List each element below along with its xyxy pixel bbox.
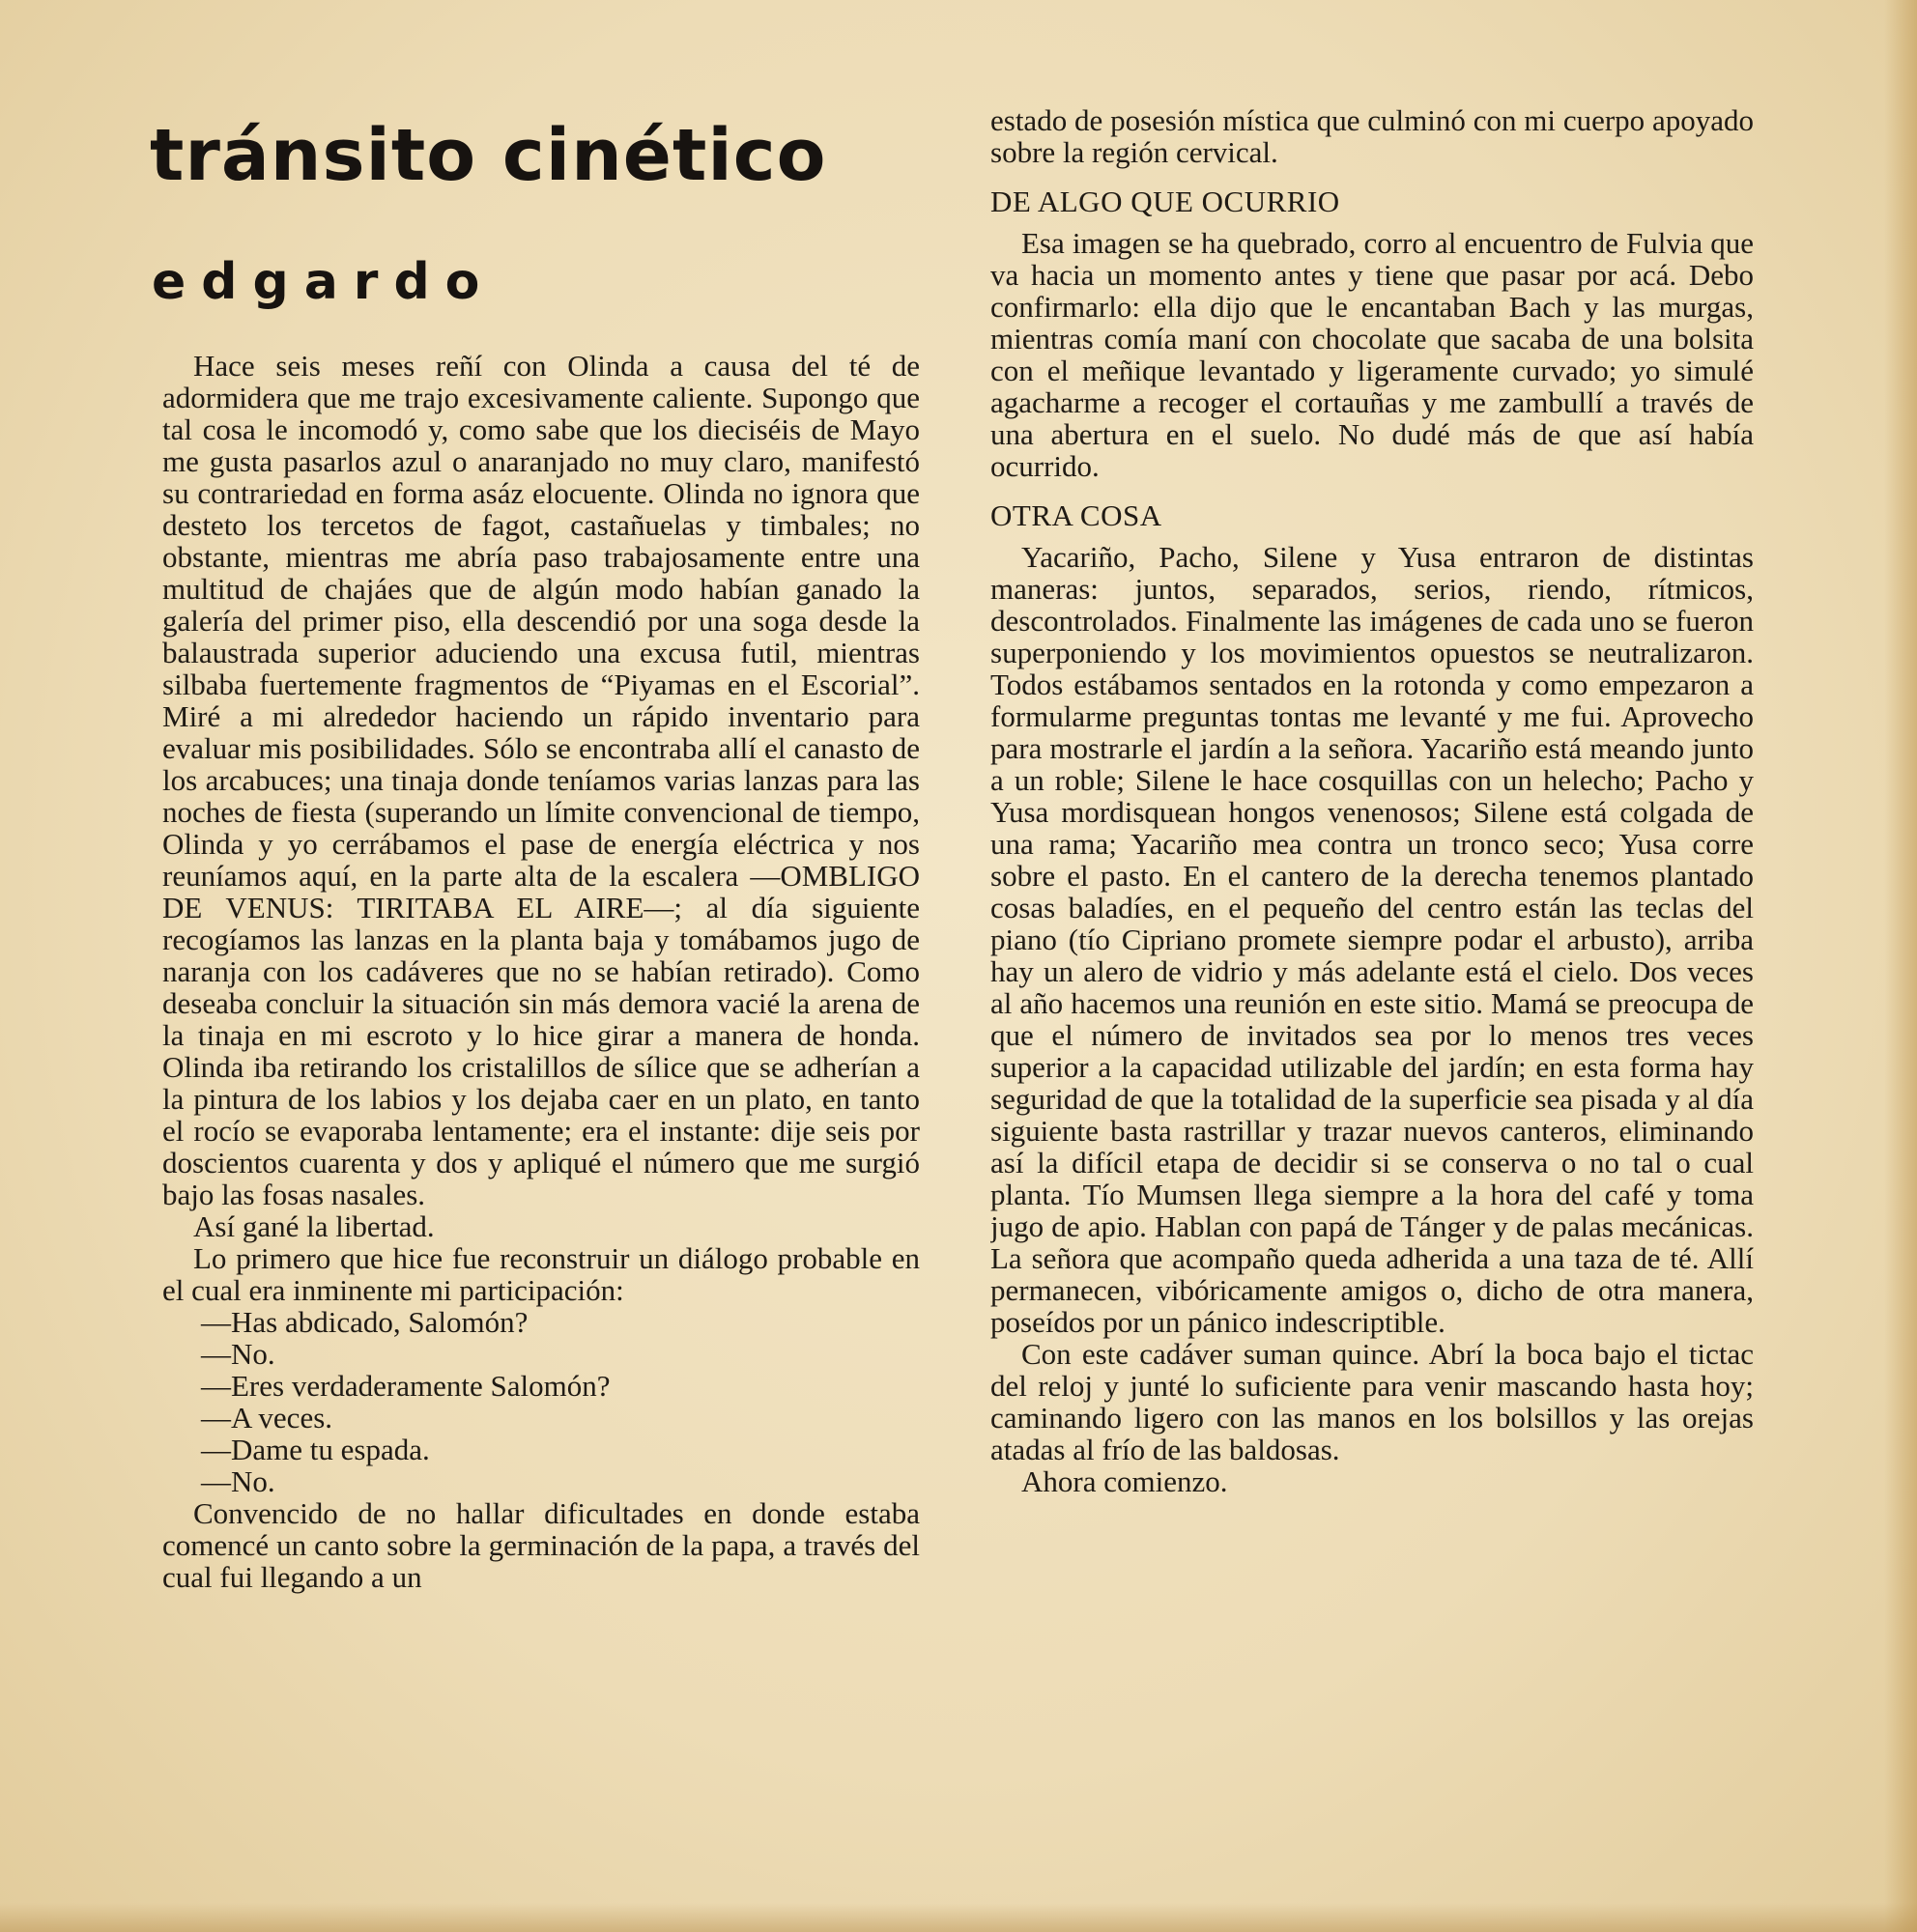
dialog-line: —No. [201, 1337, 275, 1371]
section-heading-otra-cosa: OTRA COSA [990, 498, 1162, 532]
article-title: tránsito cinético [150, 114, 827, 197]
dialog-line: —No. [201, 1464, 275, 1498]
dialog-line: —Has abdicado, Salomón? [201, 1305, 529, 1339]
paragraph-libertad: Así gané la libertad. [193, 1209, 435, 1243]
right-column [990, 104, 1754, 1855]
article-author: edgardo [152, 253, 496, 311]
paragraph-canto: Convencido de no hallar dificultades en donde estaba comencé un canto sobre la germinación de la papa, a través del cual fui llegando a un [162, 1496, 920, 1594]
paragraph-ahora-comienzo: Ahora comienzo. [1021, 1464, 1228, 1498]
paragraph-opening: Hace seis meses reñí con Olinda a causa del té de adormidera que me trajo excesivamente caliente. Supongo que tal cosa le incomodó y, como sabe que los dieciséis de Mayo me gusta pasarlos azul o anaranjado no muy claro, manifestó su contrariedad en forma asáz elocuente. Olinda no ignora que desteto los tercetos de fagot, castañuelas y timbales; no obstante, mientras me abría paso trabajosamente entre una multitud de chajáes que de algún modo habían ganado la galería del primer piso, ella descendió por una soga desde la balaustrada superior aduciendo una excusa futil, mientras silbaba fuertemente fragmentos de “Piyamas en el Escorial”. Miré a mi alrededor haciendo un rápido inventario para evaluar mis posibilidades. Sólo se encontraba allí el canasto de los arcabuces; una tinaja donde teníamos varias lanzas para las noches de fiesta (superando un límite convencional de tiempo, Olinda y yo cerrábamos el pase de energía eléctrica y nos reuníamos aquí, en la parte alta de la escalera —OMBLIGO DE VENUS: TIRITABA EL AIRE—; al día siguiente recogíamos las lanzas en la planta baja y tomábamos jugo de naranja con los cadáveres que no se habían retirado). Como deseaba concluir la situación sin más demora vacié la arena de la tinaja en mi escroto y lo hice girar a manera de honda. Olinda iba retirando los cristalillos de sílice que se adherían a la pintura de los labios y los dejaba caer en un plato, en tanto el rocío se evaporaba lentamente; era el instante: dije seis por doscientos cuarenta y dos y apliqué el número que me surgió bajo las fosas nasales. [162, 350, 920, 1211]
paragraph-fulvia: Esa imagen se ha quebrado, corro al encuentro de Fulvia que va hacia un momento antes y tiene que pasar por acá. Debo confirmarlo: ella dijo que le encantaban Bach y las murgas, mientras comía maní con chocolate que sacaba de una bolsita con el meñique levantado y ligeramente curvado; yo simulé agacharme a recoger el cortauñas y me zambullí a través de una abertura en el suelo. No dudé más de que así había ocurrido. [990, 226, 1754, 483]
paragraph-cadaver: Con este cadáver suman quince. Abrí la boca bajo el tictac del reloj y junté lo suficiente para venir mascando hasta hoy; caminando ligero con las manos en los bolsillos y las orejas atadas al frío de las baldosas. [990, 1337, 1754, 1466]
paragraph-continuation: estado de posesión mística que culminó con mi cuerpo apoyado sobre la región cervical. [990, 104, 1754, 169]
paragraph-jardin: Yacariño, Pacho, Silene y Yusa entraron de distintas maneras: juntos, separados, serios, riendo, rítmicos, descontrolados. Finalmente las imágenes de cada uno se fueron superponiendo y los movimientos opuestos se neutralizaron. Todos estábamos sentados en la rotonda y como empezaron a formularme preguntas tontas me levanté y me fui. Aprovecho para mostrarle el jardín a la señora. Yacariño está meando junto a un roble; Silene le hace cosquillas con un helecho; Pacho y Yusa mordisquean hongos venenosos; Silene está colgada de una rama; Yacariño mea contra un tronco seco; Yusa corre sobre el pasto. En el cantero de la derecha tenemos plantado cosas baladíes, en el pequeño del centro están las teclas del piano (tío Cipriano promete siempre podar el arbusto), arriba hay un alero de vidrio y más adelante está el cielo. Dos veces al año hacemos una reunión en este sitio. Mamá se preocupa de que el número de invitados sea por lo menos tres veces superior a la capacidad utilizable del jardín; en esta forma hay seguridad de que la totalidad de la superficie sea pisada y al día siguiente basta rastrillar y trazar nuevos canteros, eliminando así la difícil etapa de decidir si se conserva o no tal o cual planta. Tío Mumsen llega siempre a la hora del café y toma jugo de apio. Hablan con papá de Tánger y de palas mecánicas. La señora que acompaño queda adherida a una taza de té. Allí permanecen, vibóricamente amigos o, dicho de otra manera, poseídos por un pánico indescriptible. [990, 540, 1754, 1339]
page-edge-shadow-bottom [0, 1903, 1917, 1932]
page-edge-shadow-right [1884, 0, 1917, 1932]
dialog-line: —A veces. [201, 1401, 333, 1435]
dialog-line: —Eres verdaderamente Salomón? [201, 1369, 611, 1403]
section-heading-algo-que-ocurrio: DE ALGO QUE OCURRIO [990, 185, 1340, 218]
paragraph-dialogo-intro: Lo primero que hice fue reconstruir un diálogo probable en el cual era inminente mi participación: [162, 1241, 920, 1307]
left-column [162, 350, 920, 1847]
dialog-line: —Dame tu espada. [201, 1433, 430, 1466]
